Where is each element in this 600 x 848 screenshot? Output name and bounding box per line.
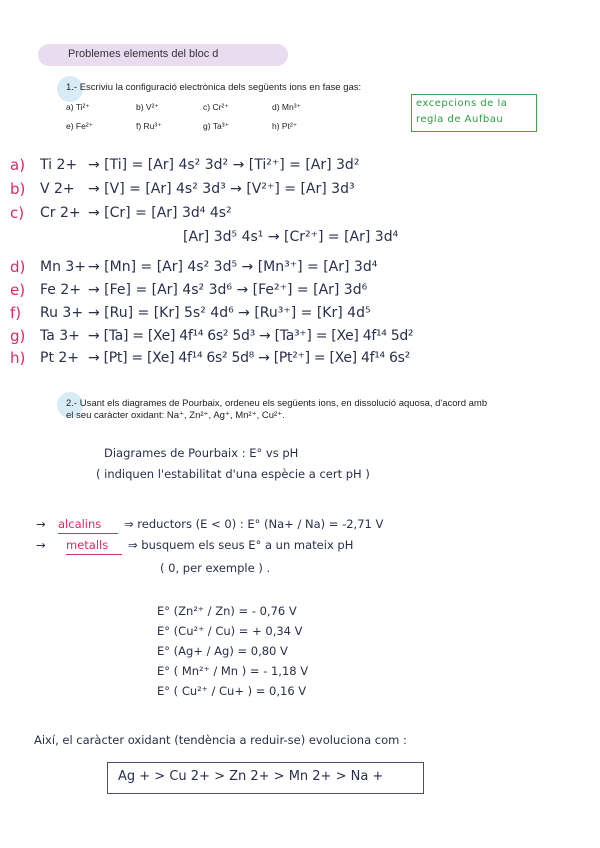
potential-ag: E° (Ag+ / Ag) = 0,80 V	[157, 644, 288, 658]
potential-cu-plus: E° ( Cu²⁺ / Cu+ ) = 0,16 V	[157, 684, 307, 698]
option-e: e) Fe²⁺	[66, 121, 94, 131]
answer-e-ion: Fe 2+	[40, 282, 81, 298]
answer-c-ion: Cr 2+	[40, 205, 81, 221]
note-line-1: excepcions de la	[416, 98, 508, 109]
section-header	[38, 44, 288, 66]
answer-h-ion: Pt 2+	[40, 350, 80, 366]
alcalins-statement: ⇒ reductors (E < 0) : E° (Na+ / Na) = -2,71 V	[124, 517, 384, 531]
metalls-underline	[66, 554, 122, 555]
answer-c-label: c)	[10, 204, 25, 222]
option-b: b) V²⁺	[136, 102, 159, 112]
alcalins-underline	[58, 533, 118, 534]
answer-d-equation: → [Mn] = [Ar] 4s² 3d⁵ → [Mn³⁺] = [Ar] 3d⁴	[88, 259, 378, 275]
option-f: f) Ru³⁺	[136, 121, 162, 131]
metalls-statement: ⇒ busquem els seus E° a un mateix pH	[128, 538, 354, 552]
conclusion-text: Així, el caràcter oxidant (tendència a reduir-se) evoluciona com :	[34, 733, 407, 747]
aufbau-exceptions-note	[411, 94, 537, 132]
question-1-prompt: 1.- Escriviu la configuració electrònica dels següents ions en fase gas:	[66, 82, 362, 93]
answer-b-equation: → [V] = [Ar] 4s² 3d³ → [V²⁺] = [Ar] 3d³	[88, 181, 355, 197]
option-h: h) Pt²⁺	[272, 121, 298, 131]
answer-a-ion: Ti 2+	[40, 157, 78, 173]
option-a: a) Ti²⁺	[66, 102, 90, 112]
section-title: Problemes elements del bloc d	[68, 48, 219, 60]
option-d: d) Mn³⁺	[272, 102, 302, 112]
pourbaix-notes-line-2: ( indiquen l'estabilitat d'una espècie a cert pH )	[96, 467, 370, 481]
answer-g-equation: → [Ta] = [Xe] 4f¹⁴ 6s² 5d³ → [Ta³⁺] = [Xe] 4f¹⁴ 5d²	[88, 328, 414, 344]
potential-zn: E° (Zn²⁺ / Zn) = - 0,76 V	[157, 604, 297, 618]
pourbaix-notes-line-1: Diagrames de Pourbaix : E° vs pH	[104, 446, 299, 460]
answer-c-equation: → [Cr] = [Ar] 3d⁴ 4s²	[88, 205, 232, 221]
note-line-2: regla de Aufbau	[416, 114, 504, 125]
option-g: g) Ta³⁺	[203, 121, 230, 131]
answer-c-continuation: [Ar] 3d⁵ 4s¹ → [Cr²⁺] = [Ar] 3d⁴	[183, 229, 399, 245]
answer-h-label: h)	[10, 349, 26, 367]
answer-f-ion: Ru 3+	[40, 305, 84, 321]
answer-a-equation: → [Ti] = [Ar] 4s² 3d² → [Ti²⁺] = [Ar] 3d²	[88, 157, 360, 173]
alcalins-word: alcalins	[58, 517, 102, 531]
option-c: c) Cr²⁺	[203, 102, 229, 112]
answer-b-label: b)	[10, 180, 26, 198]
metalls-continuation: ( 0, per exemple ) .	[160, 561, 271, 575]
answer-f-equation: → [Ru] = [Kr] 5s² 4d⁶ → [Ru³⁺] = [Kr] 4d⁵	[88, 305, 371, 321]
question-2-prompt-line-2: el seu caràcter oxidant: Na⁺, Zn²⁺, Ag⁺, Mn²⁺, Cu²⁺.	[66, 410, 285, 421]
answer-g-ion: Ta 3+	[40, 328, 80, 344]
metalls-word: metalls	[66, 538, 109, 552]
answer-h-equation: → [Pt] = [Xe] 4f¹⁴ 6s² 5d⁸ → [Pt²⁺] = [Xe] 4f¹⁴ 6s²	[88, 350, 410, 366]
answer-a-label: a)	[10, 156, 26, 174]
answer-g-label: g)	[10, 327, 26, 345]
answer-b-ion: V 2+	[40, 181, 75, 197]
answer-d-label: d)	[10, 258, 26, 276]
answer-d-ion: Mn 3+	[40, 259, 87, 275]
answer-f-label: f)	[10, 304, 22, 322]
potential-cu: E° (Cu²⁺ / Cu) = + 0,34 V	[157, 624, 303, 638]
potential-mn: E° ( Mn²⁺ / Mn ) = - 1,18 V	[157, 664, 309, 678]
final-answer-text: Ag + > Cu 2+ > Zn 2+ > Mn 2+ > Na +	[118, 769, 384, 784]
question-2-prompt-line-1: 2.- Usant els diagrames de Pourbaix, ordeneu els següents ions, en dissolució aquosa, d'acord amb	[66, 398, 488, 409]
metalls-arrow: →	[36, 538, 46, 552]
answer-e-equation: → [Fe] = [Ar] 4s² 3d⁶ → [Fe²⁺] = [Ar] 3d⁶	[88, 282, 368, 298]
final-answer-box	[107, 762, 424, 794]
alcalins-arrow: →	[36, 517, 46, 531]
answer-e-label: e)	[10, 281, 26, 299]
